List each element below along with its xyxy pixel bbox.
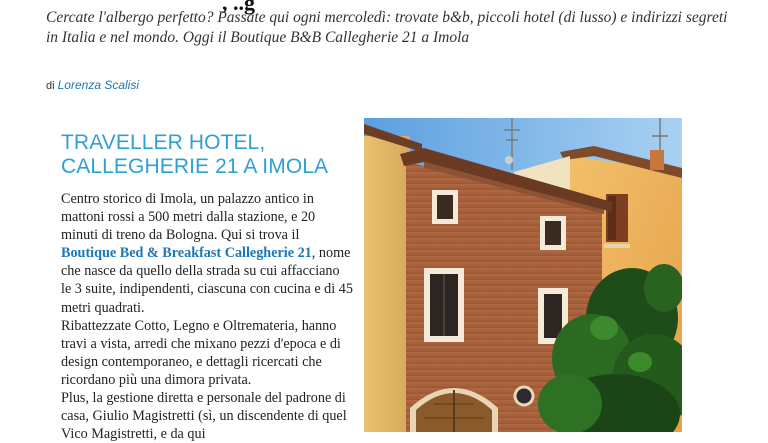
body-text-part1: Centro storico di Imola, un palazzo antico in mattoni rossi a 500 metri dalla stazione, e 20 minuti di treno da Bologna. Qui si trova il	[61, 191, 316, 244]
hotel-photo	[364, 118, 682, 432]
author-link[interactable]: Lorenza Scalisi	[57, 78, 139, 92]
article-subtitle: Cercate l'albergo perfetto? Passate qui ogni mercoledì: trovate b&b, piccoli hotel (di lusso) e indirizzi segreti in Italia e nel mondo. Oggi il Boutique B&B Callegherie 21 a Imola	[46, 9, 728, 46]
body-paragraph-3: Plus, la gestione diretta e personale del padrone di casa, Giulio Magistretti (sì, un discendente di quel Vico Magistretti, e da qui	[61, 390, 347, 443]
byline-prefix: di	[46, 80, 55, 92]
article-title-fragment: , ..g	[222, 0, 255, 15]
article-body	[61, 190, 353, 443]
heading-line-1: TRAVELLER HOTEL,	[61, 131, 266, 154]
hotel-link[interactable]: Boutique Bed & Breakfast Callegherie 21	[61, 245, 312, 262]
heading-line-2: CALLEGHERIE 21 A IMOLA	[61, 155, 329, 178]
byline	[46, 78, 139, 92]
body-paragraph-2: Ribattezzate Cotto, Legno e Oltremateria, hanno travi a vista, arredi che mixano pezzi d'epoca e di design contemporaneo, e dettagli ricercati che ricordano più una dimora privata.	[61, 317, 341, 388]
section-heading	[61, 131, 351, 179]
body-text-part2: , nome che nasce da quello della strada su cui affacciano le 3 suite, indipendenti, ciascuna con cucina e di 45 metri quadrati.	[61, 245, 353, 316]
